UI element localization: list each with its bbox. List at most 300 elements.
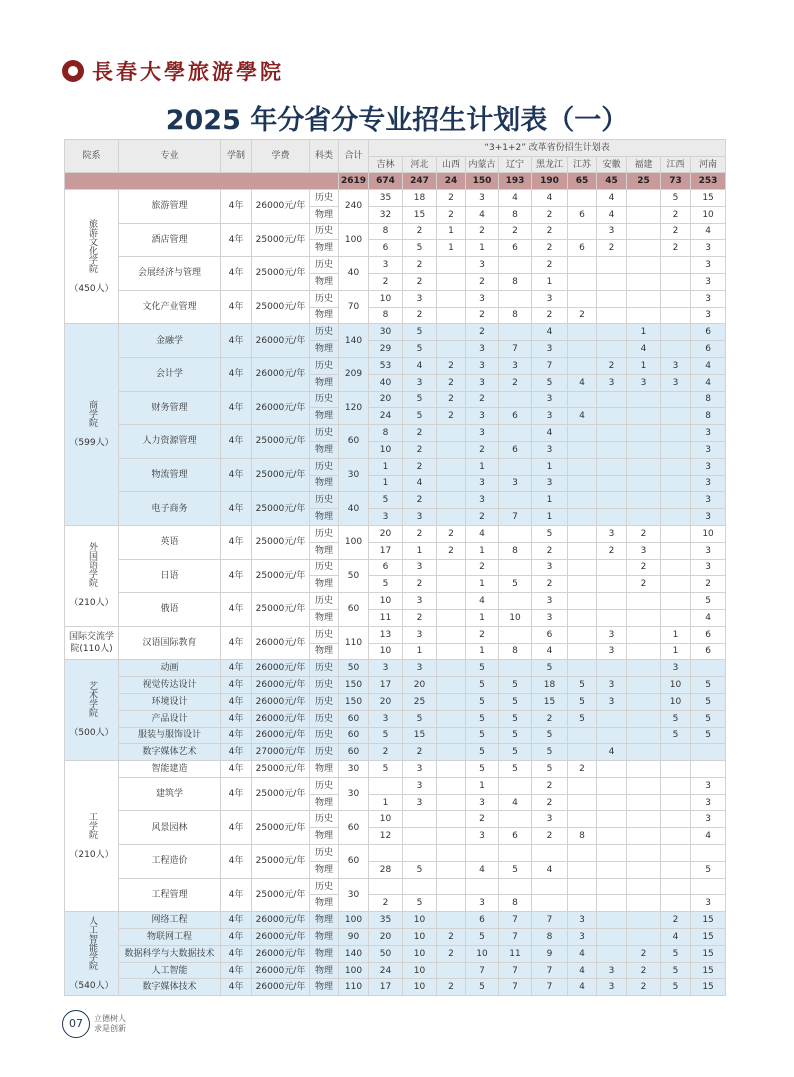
quota-cell (437, 626, 466, 643)
quota-cell: 17 (369, 542, 403, 559)
quota-cell: 10 (661, 677, 691, 694)
quota-cell: 5 (532, 374, 568, 391)
subject-cell: 历史 (310, 660, 339, 677)
quota-cell (437, 324, 466, 341)
quota-cell (403, 828, 437, 845)
dept-count: （540人） (69, 980, 114, 991)
quota-cell: 5 (691, 693, 726, 710)
table-row (65, 257, 726, 274)
quota-cell (369, 845, 403, 862)
dept-count: （450人） (69, 283, 114, 294)
quota-cell (627, 492, 661, 509)
major-years: 4年 (221, 710, 252, 727)
quota-cell (627, 190, 661, 207)
table-row (65, 710, 726, 727)
quota-cell: 3 (466, 895, 499, 912)
quota-cell: 3 (691, 425, 726, 442)
dept-cell (65, 660, 119, 761)
quota-cell: 2 (437, 374, 466, 391)
subject-cell: 历史 (310, 190, 339, 207)
table-row (65, 190, 726, 207)
province-header: 河北 (403, 157, 437, 173)
subject-cell: 历史 (310, 811, 339, 828)
quota-cell: 7 (499, 979, 532, 996)
quota-cell (437, 290, 466, 307)
major-years: 4年 (221, 458, 252, 492)
quota-cell (597, 777, 627, 794)
quota-cell: 3 (532, 391, 568, 408)
quota-cell: 4 (532, 643, 568, 660)
total-cell: 674 (369, 173, 403, 190)
footer-motto (94, 1014, 126, 1034)
quota-cell: 5 (661, 945, 691, 962)
quota-cell (627, 257, 661, 274)
quota-cell: 4 (532, 190, 568, 207)
quota-cell: 4 (568, 962, 597, 979)
table-row (65, 744, 726, 761)
quota-cell: 20 (403, 677, 437, 694)
quota-cell (661, 307, 691, 324)
quota-cell: 1 (437, 240, 466, 257)
major-name: 物联网工程 (119, 929, 221, 946)
quota-cell (661, 542, 691, 559)
quota-cell: 2 (691, 576, 726, 593)
quota-cell: 2 (532, 542, 568, 559)
quota-cell: 1 (369, 794, 403, 811)
subject-cell: 物理 (310, 475, 339, 492)
major-fee: 25000元/年 (252, 290, 310, 324)
major-years: 4年 (221, 324, 252, 358)
quota-cell: 7 (532, 979, 568, 996)
quota-cell (597, 912, 627, 929)
dept-cell (65, 626, 119, 660)
quota-cell: 2 (627, 962, 661, 979)
total-cell: 190 (532, 173, 568, 190)
quota-cell (627, 441, 661, 458)
subject-cell: 历史 (310, 727, 339, 744)
quota-cell: 35 (369, 190, 403, 207)
quota-cell: 2 (466, 223, 499, 240)
subject-cell: 物理 (310, 979, 339, 996)
subject-cell: 物理 (310, 828, 339, 845)
major-years: 4年 (221, 727, 252, 744)
dept-name: 工学院 (87, 811, 97, 839)
quota-cell: 4 (403, 357, 437, 374)
quota-cell: 7 (499, 912, 532, 929)
quota-cell: 2 (532, 257, 568, 274)
quota-cell (568, 593, 597, 610)
quota-cell: 40 (369, 374, 403, 391)
quota-cell (627, 643, 661, 660)
quota-cell (369, 777, 403, 794)
quota-cell: 2 (403, 492, 437, 509)
quota-cell: 20 (369, 391, 403, 408)
quota-cell: 5 (532, 727, 568, 744)
quota-cell (691, 845, 726, 862)
quota-cell (627, 626, 661, 643)
quota-cell (437, 307, 466, 324)
quota-cell: 1 (627, 357, 661, 374)
quota-cell: 3 (691, 307, 726, 324)
quota-cell: 8 (499, 307, 532, 324)
header-total: 合计 (339, 140, 369, 173)
quota-cell (437, 811, 466, 828)
major-total: 30 (339, 761, 369, 778)
quota-cell: 9 (532, 945, 568, 962)
subject-cell: 历史 (310, 744, 339, 761)
quota-cell: 3 (466, 190, 499, 207)
quota-cell: 5 (691, 710, 726, 727)
quota-cell: 5 (532, 744, 568, 761)
quota-cell (661, 408, 691, 425)
major-years: 4年 (221, 777, 252, 811)
quota-cell (437, 425, 466, 442)
quota-cell: 5 (691, 593, 726, 610)
major-total: 60 (339, 744, 369, 761)
quota-cell: 5 (499, 710, 532, 727)
quota-cell (568, 341, 597, 358)
quota-cell: 4 (532, 861, 568, 878)
quota-cell (597, 660, 627, 677)
quota-cell: 24 (369, 408, 403, 425)
quota-cell (597, 257, 627, 274)
major-years: 4年 (221, 492, 252, 526)
quota-cell: 4 (691, 609, 726, 626)
quota-cell: 2 (403, 307, 437, 324)
quota-cell: 8 (532, 929, 568, 946)
major-total: 150 (339, 677, 369, 694)
major-name: 智能建造 (119, 761, 221, 778)
subject-cell: 历史 (310, 559, 339, 576)
major-total: 150 (339, 693, 369, 710)
quota-cell (597, 609, 627, 626)
quota-cell: 2 (627, 576, 661, 593)
subject-cell: 历史 (310, 593, 339, 610)
province-header: 安徽 (597, 157, 627, 173)
quota-cell (437, 458, 466, 475)
quota-cell: 4 (661, 929, 691, 946)
quota-cell: 8 (499, 643, 532, 660)
enrollment-plan-table (64, 139, 726, 996)
quota-cell (437, 761, 466, 778)
quota-cell: 5 (532, 761, 568, 778)
quota-cell: 3 (369, 660, 403, 677)
quota-cell: 2 (437, 190, 466, 207)
table-row (65, 727, 726, 744)
total-cell: 65 (568, 173, 597, 190)
subject-cell: 历史 (310, 845, 339, 862)
quota-cell: 35 (369, 912, 403, 929)
quota-cell: 5 (568, 677, 597, 694)
major-name: 风景园林 (119, 811, 221, 845)
major-fee: 25000元/年 (252, 761, 310, 778)
major-fee: 25000元/年 (252, 593, 310, 627)
quota-cell (627, 811, 661, 828)
quota-cell (627, 929, 661, 946)
quota-cell: 4 (568, 979, 597, 996)
quota-cell: 2 (403, 257, 437, 274)
major-fee: 26000元/年 (252, 979, 310, 996)
quota-cell: 2 (403, 458, 437, 475)
province-header: 江西 (661, 157, 691, 173)
province-header: 山西 (437, 157, 466, 173)
major-total: 209 (339, 357, 369, 391)
quota-cell: 3 (691, 492, 726, 509)
quota-cell: 5 (499, 744, 532, 761)
quota-cell: 4 (691, 357, 726, 374)
quota-cell: 5 (499, 677, 532, 694)
quota-cell: 15 (403, 206, 437, 223)
quota-cell: 4 (466, 593, 499, 610)
quota-cell (627, 777, 661, 794)
quota-cell (437, 962, 466, 979)
school-seal-icon (62, 60, 84, 82)
table-row (65, 845, 726, 862)
major-name: 汉语国际教育 (119, 626, 221, 660)
major-name: 会展经济与管理 (119, 257, 221, 291)
major-total: 60 (339, 593, 369, 627)
quota-cell: 5 (499, 861, 532, 878)
quota-cell (627, 861, 661, 878)
quota-cell: 3 (466, 408, 499, 425)
major-fee: 25000元/年 (252, 458, 310, 492)
quota-cell (437, 677, 466, 694)
quota-cell: 3 (466, 828, 499, 845)
major-total: 60 (339, 710, 369, 727)
table-row (65, 945, 726, 962)
quota-cell: 5 (403, 341, 437, 358)
quota-cell: 5 (369, 492, 403, 509)
quota-cell: 15 (532, 693, 568, 710)
table-row (65, 979, 726, 996)
dept-count: （210人） (69, 849, 114, 860)
table-row (65, 492, 726, 509)
quota-cell: 3 (691, 290, 726, 307)
major-fee: 25000元/年 (252, 525, 310, 559)
quota-cell: 7 (532, 912, 568, 929)
quota-cell: 3 (661, 660, 691, 677)
quota-cell: 6 (499, 828, 532, 845)
quota-cell (597, 273, 627, 290)
province-header: 内蒙古 (466, 157, 499, 173)
quota-cell: 2 (597, 357, 627, 374)
quota-cell (661, 878, 691, 895)
quota-cell: 2 (568, 761, 597, 778)
quota-cell (568, 357, 597, 374)
subject-cell: 物理 (310, 374, 339, 391)
quota-cell: 2 (532, 828, 568, 845)
quota-cell (403, 878, 437, 895)
quota-cell: 20 (369, 929, 403, 946)
quota-cell: 2 (661, 912, 691, 929)
quota-cell: 5 (466, 660, 499, 677)
major-name: 人力资源管理 (119, 425, 221, 459)
quota-cell: 3 (691, 777, 726, 794)
quota-cell: 4 (403, 475, 437, 492)
quota-cell (568, 609, 597, 626)
quota-cell: 3 (532, 559, 568, 576)
quota-cell: 1 (466, 542, 499, 559)
subject-cell: 物理 (310, 962, 339, 979)
quota-cell: 2 (627, 525, 661, 542)
quota-cell: 3 (691, 794, 726, 811)
quota-cell: 2 (437, 542, 466, 559)
quota-cell: 2 (466, 559, 499, 576)
quota-cell (499, 324, 532, 341)
quota-cell: 3 (466, 475, 499, 492)
quota-cell: 10 (369, 811, 403, 828)
subject-cell: 历史 (310, 525, 339, 542)
dept-name: 人工智能学院 (87, 915, 97, 970)
quota-cell: 5 (661, 979, 691, 996)
subject-cell: 物理 (310, 609, 339, 626)
quota-cell (568, 626, 597, 643)
quota-cell: 8 (499, 206, 532, 223)
quota-cell: 3 (369, 257, 403, 274)
quota-cell: 5 (661, 962, 691, 979)
table-row (65, 777, 726, 794)
quota-cell (627, 912, 661, 929)
table-row (65, 878, 726, 895)
quota-cell: 5 (691, 677, 726, 694)
quota-cell: 15 (691, 190, 726, 207)
major-name: 旅游管理 (119, 190, 221, 224)
quota-cell: 1 (532, 273, 568, 290)
subject-cell: 历史 (310, 777, 339, 794)
quota-cell (627, 895, 661, 912)
quota-cell: 5 (661, 710, 691, 727)
motto-line-2: 求是创新 (94, 1024, 126, 1033)
quota-cell: 1 (466, 643, 499, 660)
quota-cell: 1 (532, 492, 568, 509)
major-years: 4年 (221, 559, 252, 593)
subject-cell: 历史 (310, 257, 339, 274)
major-fee: 26000元/年 (252, 626, 310, 660)
quota-cell (661, 761, 691, 778)
quota-cell (661, 475, 691, 492)
quota-cell: 2 (437, 206, 466, 223)
quota-cell: 24 (369, 962, 403, 979)
quota-cell: 3 (532, 290, 568, 307)
quota-cell: 6 (691, 626, 726, 643)
quota-cell (627, 845, 661, 862)
major-total: 110 (339, 626, 369, 660)
quota-cell: 5 (403, 861, 437, 878)
quota-cell (568, 509, 597, 526)
quota-cell: 2 (532, 307, 568, 324)
quota-cell: 2 (369, 895, 403, 912)
major-years: 4年 (221, 912, 252, 929)
quota-cell: 3 (499, 357, 532, 374)
quota-cell (499, 845, 532, 862)
quota-cell: 2 (403, 576, 437, 593)
major-fee: 26000元/年 (252, 677, 310, 694)
quota-cell (661, 324, 691, 341)
quota-cell (661, 845, 691, 862)
major-name: 环境设计 (119, 693, 221, 710)
major-total: 60 (339, 811, 369, 845)
quota-cell (568, 458, 597, 475)
quota-cell (627, 693, 661, 710)
quota-cell (437, 878, 466, 895)
quota-cell (661, 492, 691, 509)
major-total: 50 (339, 559, 369, 593)
quota-cell: 5 (499, 761, 532, 778)
quota-cell: 3 (403, 593, 437, 610)
table-row (65, 290, 726, 307)
major-total: 100 (339, 912, 369, 929)
major-years: 4年 (221, 677, 252, 694)
quota-cell: 2 (627, 979, 661, 996)
province-header: 河南 (691, 157, 726, 173)
quota-cell (437, 593, 466, 610)
table-row (65, 391, 726, 408)
quota-cell (627, 593, 661, 610)
quota-cell (568, 660, 597, 677)
major-name: 电子商务 (119, 492, 221, 526)
totals-label (65, 173, 339, 190)
page-title: 2025 年分省分专业招生计划表（一） (165, 105, 629, 136)
subject-cell: 历史 (310, 677, 339, 694)
quota-cell (597, 710, 627, 727)
quota-cell: 2 (403, 425, 437, 442)
quota-cell: 6 (499, 240, 532, 257)
major-years: 4年 (221, 962, 252, 979)
quota-cell: 15 (691, 912, 726, 929)
quota-cell (499, 878, 532, 895)
total-cell: 2619 (339, 173, 369, 190)
quota-cell (597, 576, 627, 593)
quota-cell: 10 (499, 609, 532, 626)
quota-cell: 2 (466, 273, 499, 290)
quota-cell: 10 (369, 593, 403, 610)
quota-cell (661, 458, 691, 475)
quota-cell (627, 408, 661, 425)
quota-cell: 2 (369, 273, 403, 290)
quota-cell: 1 (532, 509, 568, 526)
quota-cell: 10 (403, 962, 437, 979)
quota-cell: 2 (568, 307, 597, 324)
quota-cell: 3 (499, 475, 532, 492)
major-fee: 26000元/年 (252, 391, 310, 425)
quota-cell: 10 (403, 945, 437, 962)
major-name: 服装与服饰设计 (119, 727, 221, 744)
quota-cell: 3 (597, 677, 627, 694)
quota-cell (466, 878, 499, 895)
quota-cell (499, 257, 532, 274)
quota-cell: 4 (568, 374, 597, 391)
subject-cell: 物理 (310, 761, 339, 778)
quota-cell: 3 (466, 257, 499, 274)
dept-count: （210人） (69, 598, 114, 609)
quota-cell (597, 845, 627, 862)
quota-cell: 5 (466, 744, 499, 761)
major-name: 文化产业管理 (119, 290, 221, 324)
total-cell: 247 (403, 173, 437, 190)
quota-cell: 3 (691, 257, 726, 274)
quota-cell: 4 (597, 744, 627, 761)
quota-cell (661, 257, 691, 274)
major-fee: 25000元/年 (252, 492, 310, 526)
quota-cell (627, 240, 661, 257)
major-fee: 26000元/年 (252, 693, 310, 710)
quota-cell: 3 (403, 626, 437, 643)
quota-cell: 3 (532, 341, 568, 358)
major-fee: 25000元/年 (252, 878, 310, 912)
quota-cell: 20 (369, 525, 403, 542)
major-name: 网络工程 (119, 912, 221, 929)
dept-count: （500人） (69, 728, 114, 739)
